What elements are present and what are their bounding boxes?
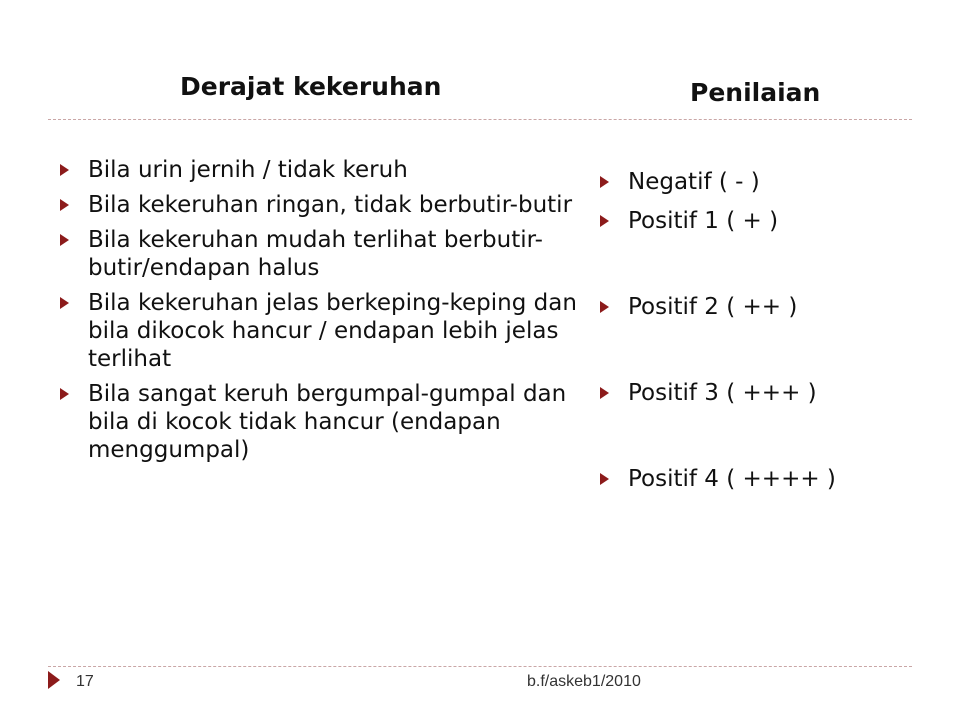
- list-item: [56, 226, 586, 282]
- triangle-bullet-icon: [600, 473, 609, 485]
- list-item: [596, 207, 926, 235]
- footer-source: b.f/askeb1/2010: [527, 673, 641, 690]
- triangle-bullet-icon: [600, 176, 609, 188]
- list-item: [56, 156, 586, 184]
- page-number: 17: [76, 673, 94, 690]
- triangle-bullet-icon: [600, 301, 609, 313]
- triangle-bullet-icon: [60, 297, 69, 309]
- heading-derajat-kekeruhan: Derajat kekeruhan: [180, 72, 442, 101]
- list-item: [596, 293, 926, 321]
- triangle-bullet-icon: [60, 164, 69, 176]
- list-item: [56, 380, 586, 464]
- list-item-text: Bila kekeruhan ringan, tidak berbutir-butir: [88, 192, 573, 218]
- list-item-text: Positif 3 ( +++ ): [628, 380, 817, 406]
- top-divider: [48, 119, 912, 120]
- list-item-text: Positif 1 ( + ): [628, 208, 779, 234]
- list-item-text: Negatif ( - ): [628, 169, 760, 195]
- turbidity-degree-list: [56, 156, 586, 471]
- heading-penilaian: Penilaian: [690, 78, 821, 107]
- list-item-text: Bila urin jernih / tidak keruh: [88, 157, 408, 183]
- triangle-bullet-icon: [60, 234, 69, 246]
- footer-triangle-icon: [48, 671, 60, 689]
- triangle-bullet-icon: [600, 387, 609, 399]
- list-item-text: Positif 2 ( ++ ): [628, 294, 798, 320]
- triangle-bullet-icon: [60, 388, 69, 400]
- list-item-text: Bila kekeruhan mudah terlihat berbutir-butir/endapan halus: [88, 227, 543, 281]
- list-item-text: Positif 4 ( ++++ ): [628, 466, 836, 492]
- bottom-divider: [48, 666, 912, 667]
- list-item-text: Bila sangat keruh bergumpal-gumpal dan bila di kocok tidak hancur (endapan menggumpal): [88, 381, 567, 463]
- triangle-bullet-icon: [60, 199, 69, 211]
- assessment-list: [596, 168, 926, 493]
- list-item: [56, 191, 586, 219]
- list-item: [596, 465, 926, 493]
- list-item-text: Bila kekeruhan jelas berkeping-keping dan bila dikocok hancur / endapan lebih jelas terlihat: [88, 290, 577, 372]
- list-item: [596, 168, 926, 196]
- list-item: [596, 379, 926, 407]
- list-item: [56, 289, 586, 373]
- triangle-bullet-icon: [600, 215, 609, 227]
